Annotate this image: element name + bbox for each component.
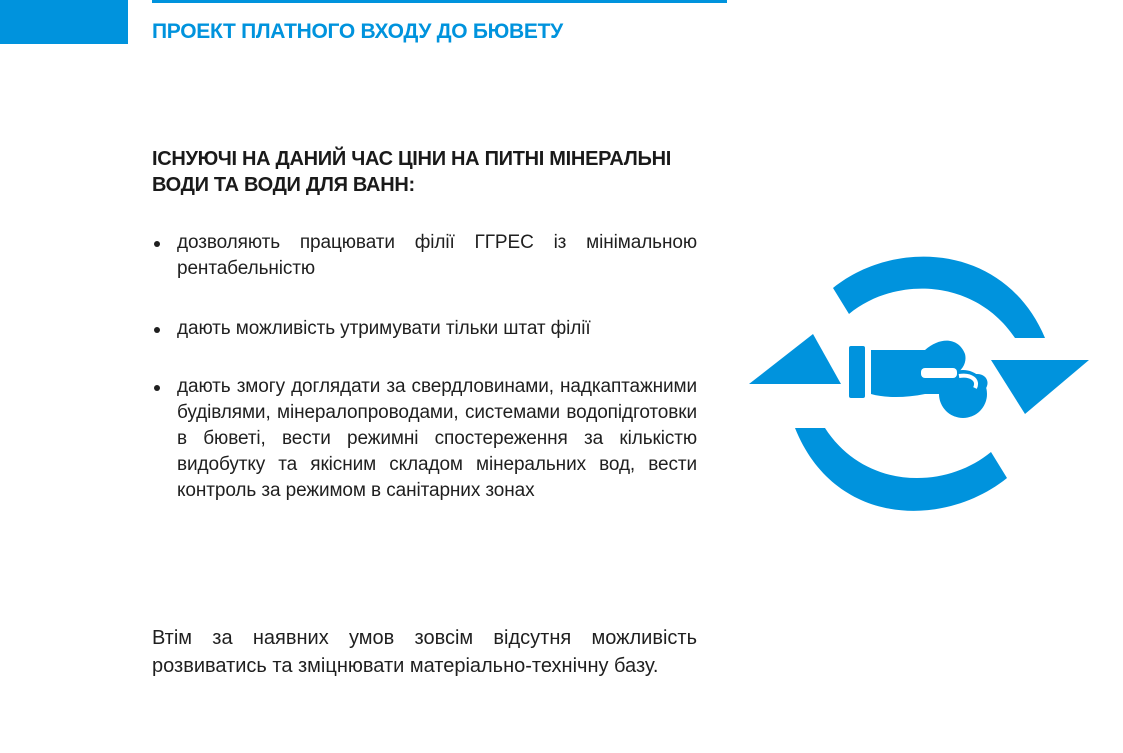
list-item [152,230,697,282]
cycle-payment-hand-coin-icon [745,228,1095,538]
closing-paragraph: Втім за наявних умов зовсім відсутня можливість розвиватись та зміцнювати матеріально-технічну базу. [152,627,697,677]
bullet-icon [154,327,160,333]
header-top-rule [152,0,727,3]
arrowhead-right-icon [991,360,1089,414]
list-item-text: дозволяють працювати філії ГГРЕС із мінімальною рентабельністю [177,232,697,279]
list-item-text: дають можливість утримувати тільки штат філії [177,318,591,339]
arrowhead-left-icon [749,334,841,384]
hand-coin-icon [849,341,988,418]
header-accent-block [0,0,128,44]
cycle-arrow-top-icon [833,257,1045,338]
list-item [152,374,697,504]
list-item-text: дають змогу доглядати за свердловинами, надкаптажними будівлями, мінералопроводами, системами водопідготовки в бюветі, вести режимні спостереження за кількістю видобутку та якісним складом мінеральних вод, вести контроль за режимом в санітарних зонах [177,376,697,501]
list-item [152,316,697,342]
cycle-arrow-bottom-icon [795,428,1007,511]
bullet-icon [154,241,160,247]
bullet-icon [154,385,160,391]
page-title: ПРОЕКТ ПЛАТНОГО ВХОДУ ДО БЮВЕТУ [152,20,563,43]
section-heading: ІСНУЮЧІ НА ДАНИЙ ЧАС ЦІНИ НА ПИТНІ МІНЕРАЛЬНІ ВОДИ ТА ВОДИ ДЛЯ ВАНН: [152,148,671,196]
